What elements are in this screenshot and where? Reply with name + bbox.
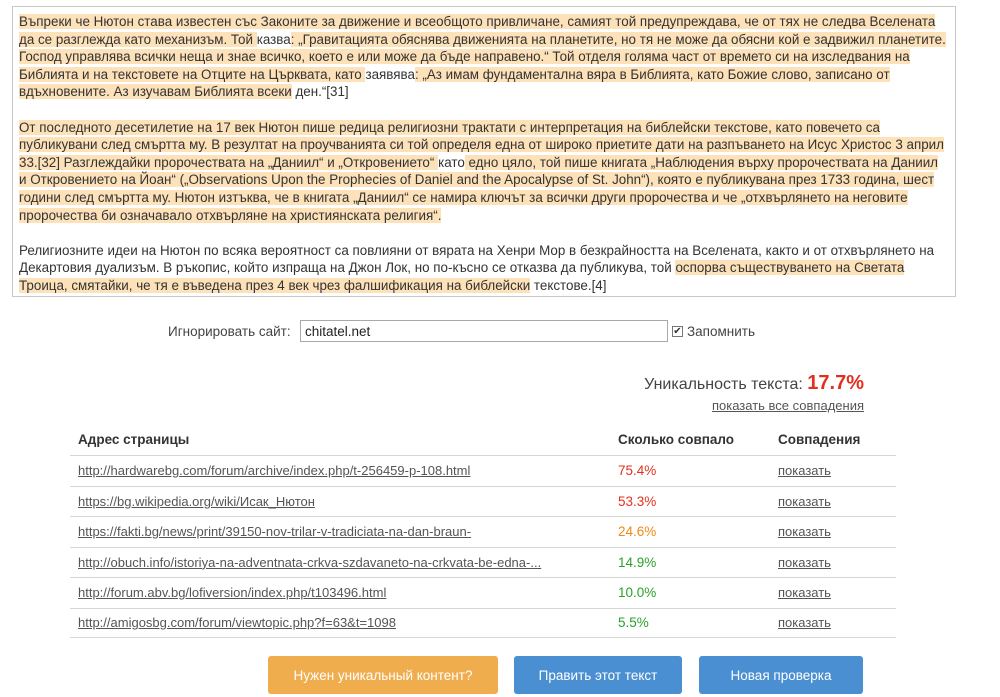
show-matches-link[interactable]: показать	[778, 463, 831, 479]
match-url-link[interactable]: http://amigosbg.com/forum/viewtopic.php?f=63&t=1098	[78, 615, 396, 631]
match-percent: 53.3%	[618, 493, 657, 509]
ignore-site-input[interactable]	[300, 320, 668, 342]
remember-checkbox-wrap[interactable]	[672, 324, 755, 339]
matched-text-segment: : „Гравитацията обяснява движенията на планетите, но тя не може да обясни кой е задвижил планетите. Господ управлява всички неща и знае всичко, което е или може да бъде направено.“ Той отделя голяма част от времето си на изследвания на Библията и на текстовете на Отците на Църквата, като	[19, 31, 946, 82]
match-url-link[interactable]: https://fakti.bg/news/print/39150-nov-trilar-v-tradiciata-na-dan-braun-	[78, 524, 472, 540]
match-url-link[interactable]: http://forum.abv.bg/lofiversion/index.php/t103496.html	[78, 585, 387, 601]
matched-text-segment: оспорва съществуването на Светата Троица, смятайки, че тя е въведена през 4 век чрез фалшификация на библейски	[19, 260, 905, 293]
table-row	[70, 577, 896, 608]
table-row	[70, 547, 896, 578]
unique-content-button[interactable]: Нужен уникальный контент?	[268, 656, 498, 694]
matched-text-segment: : „Аз имам фундаментална вяра в Библията, като Божие слово, записано от вдъхновените. Аз изучавам Библията всеки	[19, 66, 890, 100]
remember-label: Запомнить	[687, 324, 755, 339]
show-matches-link[interactable]: показать	[778, 524, 831, 540]
table-row	[70, 486, 896, 517]
matched-text-segment: едно цяло, той пише книгата „Наблюдения върху пророчествата на Даниил и Откровението на Йоан“ („Observations Upon the Prophecies of Daniel and the Apocalypse of St. John“), която е публикувана през 1733 година, шест години след смъртта му. Нютон изтъква, че в книгата „Даниил“ се намира ключът за всички други пророчества и че „отхвърлянето на неговите пророчества би означавало отхвърляне на християнската религия“.	[19, 154, 939, 223]
matched-text-segment: Въпреки че Нютон става известен със Законите за движение и всеобщото привличане, самият той предупреждава, че от тях не следва Вселената да се разглежда като механизъм. Той	[19, 14, 936, 47]
uniqueness-result	[644, 372, 864, 395]
show-matches-link[interactable]: показать	[778, 615, 831, 631]
table-header	[70, 424, 896, 455]
table-row	[70, 516, 896, 547]
match-percent: 75.4%	[618, 463, 657, 479]
match-percent: 5.5%	[618, 615, 649, 631]
text-segment: заявява	[365, 66, 415, 82]
text-segment: казва	[256, 31, 291, 47]
text-paragraph-2	[19, 119, 947, 225]
text-paragraph-3	[19, 242, 947, 295]
text-segment: като	[438, 154, 465, 170]
header-match-amount: Сколько совпало	[618, 432, 735, 447]
show-matches-link[interactable]: показать	[778, 585, 831, 601]
table-row	[70, 455, 896, 486]
match-percent: 24.6%	[618, 524, 657, 540]
new-check-button[interactable]: Новая проверка	[699, 656, 863, 694]
checked-text-box[interactable]	[12, 6, 956, 297]
match-url-link[interactable]: http://hardwarebg.com/forum/archive/index.php/t-256459-p-108.html	[78, 463, 471, 479]
match-percent: 10.0%	[618, 585, 657, 601]
match-url-link[interactable]: http://obuch.info/istoriya-na-adventnata-crkva-szdavaneto-na-crkvata-be-edna-...	[78, 554, 542, 570]
header-page-address: Адрес страницы	[78, 432, 190, 447]
uniqueness-value: 17.7%	[807, 372, 864, 394]
match-url-link[interactable]: https://bg.wikipedia.org/wiki/Исак_Нютон	[78, 493, 315, 509]
show-matches-link[interactable]: показать	[778, 554, 831, 570]
edit-text-button[interactable]: Править этот текст	[514, 656, 682, 694]
text-segment: Религиозните идеи на Нютон по всяка вероятност са повлияни от вярата на Хенри Мор в безкрайността на Вселената, както и от отхвърлянето на Декартовия дуализъм. В ръкопис, който изпраща на Джон Лок, но по-късно се отказва да публикува, той	[19, 242, 935, 276]
remember-checkbox[interactable]: ✔	[673, 325, 682, 337]
text-segment: ден.“[31]	[291, 84, 349, 100]
uniqueness-label: Уникальность текста:	[644, 376, 808, 393]
table-row	[70, 608, 896, 639]
text-paragraph-1	[19, 13, 947, 101]
show-all-matches-link[interactable]: показать все совпадения	[711, 398, 864, 413]
show-matches-link[interactable]: показать	[778, 493, 831, 509]
ignore-site-label: Игнорировать сайт:	[168, 324, 291, 339]
matched-text-segment: От последното десетилетие на 17 век Нютон пише редица религиозни трактати с интерпретация на библейски текстове, като повечето са публикувани след смъртта му. В резултат на проучванията си той определя една от широко приетите дати на разпъването на Исус Христос 3 април 33.[32] Разглеждайки пророчествата на „Даниил“ и „Откровението“	[19, 119, 944, 170]
matches-table	[70, 424, 896, 638]
text-segment: текстове.[4]	[530, 277, 607, 293]
header-matches: Совпадения	[778, 432, 861, 447]
match-percent: 14.9%	[618, 554, 657, 570]
